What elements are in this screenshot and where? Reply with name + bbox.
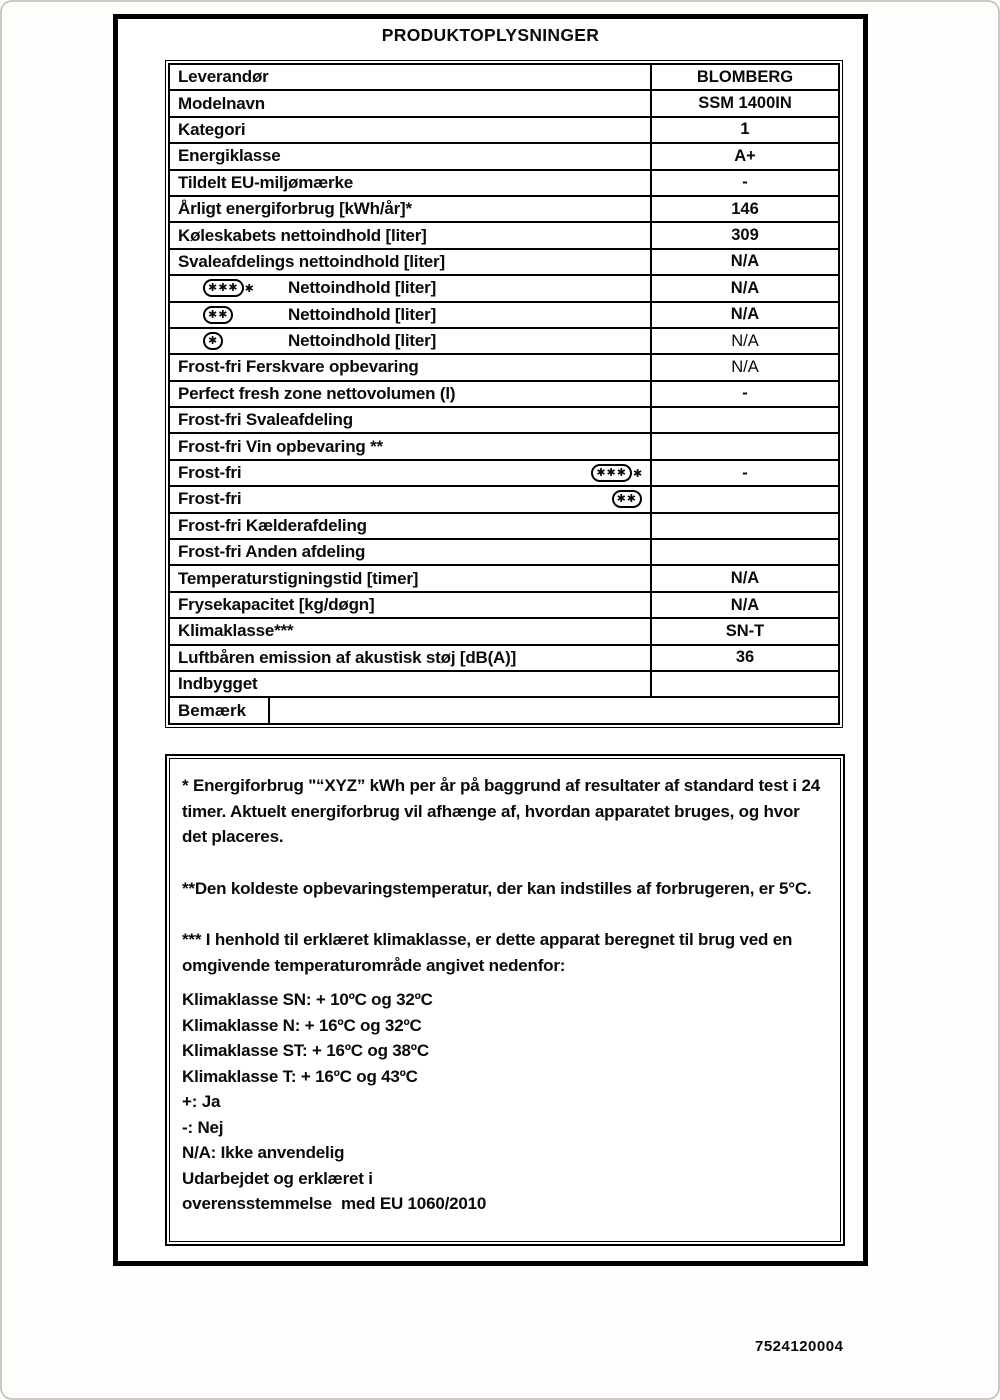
row-value: 36	[735, 648, 755, 667]
row-label: Nettoindhold [liter]	[288, 331, 437, 351]
row-value	[652, 540, 838, 564]
row-label: Klimaklasse***	[170, 619, 652, 643]
row-value: N/A	[730, 305, 760, 324]
row-label: Frost-fri Ferskvare opbevaring	[170, 355, 652, 379]
row-label: Frost-fri Svaleafdeling	[170, 408, 652, 432]
table-row-frostfri-vin	[170, 434, 838, 460]
row-label: Frost-fri Kælderafdeling	[170, 514, 652, 538]
row-value	[652, 487, 838, 511]
table-row-twostar-netto	[170, 303, 838, 329]
star-box: ✱✱	[612, 490, 642, 508]
row-label-cell	[170, 461, 652, 485]
table-row-eu-miljomaerke	[170, 171, 838, 197]
row-label: Perfect fresh zone nettovolumen (l)	[170, 382, 652, 406]
table-row-frostfri-twostar	[170, 487, 838, 513]
table-row-kategori	[170, 118, 838, 144]
table-row-koleskab-netto	[170, 223, 838, 249]
row-value: -	[742, 463, 748, 482]
table-row-onestar-netto	[170, 329, 838, 355]
row-empty-cell	[270, 698, 838, 722]
footnote-energy: * Energiforbrug "“XYZ” kWh per år på baggrund af resultater af standard test i 24 timer. Aktuelt energiforbrug vil afhænge af, hvordan apparatet bruges, og hvor det placeres.	[182, 776, 820, 846]
row-label-cell	[170, 329, 652, 353]
table-row-frysekapacitet	[170, 593, 838, 619]
declaration-line-1: Udarbejdet og erklæret i	[182, 1168, 373, 1188]
document-frame	[113, 14, 868, 1266]
row-label: Modelnavn	[170, 91, 652, 115]
star-box: ✱	[203, 332, 223, 350]
star-outside: ✱	[632, 467, 642, 480]
row-value	[652, 514, 838, 538]
table-row-temperaturstigning	[170, 566, 838, 592]
table-row-frostfri-ferskvare	[170, 355, 838, 381]
climate-class-n: Klimaklasse N: + 16ºC og 32ºC	[182, 1015, 422, 1035]
four-star-freezer-icon	[203, 279, 254, 297]
row-value: N/A	[730, 278, 760, 297]
row-label: Frost-fri	[178, 463, 242, 483]
row-value: BLOMBERG	[696, 67, 794, 86]
table-row-frostfri-anden	[170, 540, 838, 566]
table-row-frostfri-svaleafdeling	[170, 408, 838, 434]
row-value: A+	[734, 146, 756, 165]
row-value: SN-T	[725, 621, 765, 640]
row-value: N/A	[730, 595, 760, 614]
row-value: -	[742, 173, 748, 192]
climate-class-sn: Klimaklasse SN: + 10ºC og 32ºC	[182, 990, 433, 1009]
footnote-climate-class: *** I henhold til erklæret klimaklasse, er dette apparat beregnet til brug ved en omgivende temperaturområde angivet nedenfor:	[182, 930, 793, 975]
row-value	[652, 672, 838, 696]
row-label: Luftbåren emission af akustisk støj [dB(A)]	[170, 646, 652, 670]
document-code: 7524120004	[755, 1338, 844, 1355]
table-row-frostfri-kaelder	[170, 514, 838, 540]
icon-slot	[203, 279, 288, 297]
two-star-freezer-icon	[203, 306, 233, 324]
row-value: SSM 1400IN	[698, 94, 792, 113]
row-label: Bemærk	[170, 698, 270, 722]
table-row-svaleafdeling-netto	[170, 250, 838, 276]
row-label: Indbygget	[170, 672, 652, 696]
row-label: Nettoindhold [liter]	[288, 278, 437, 298]
row-label: Køleskabets nettoindhold [liter]	[170, 223, 652, 247]
one-star-freezer-icon	[203, 332, 223, 350]
star-box: ✱✱✱	[203, 279, 244, 297]
two-star-freezer-icon	[612, 490, 642, 508]
row-label: Kategori	[170, 118, 652, 142]
row-label: Frost-fri Anden afdeling	[170, 540, 652, 564]
legend-minus: -: Nej	[182, 1117, 224, 1137]
row-label: Tildelt EU-miljømærke	[170, 171, 652, 195]
footnotes-box-inner	[169, 758, 841, 1242]
table-row-indbygget	[170, 672, 838, 698]
table-row-stoj	[170, 646, 838, 672]
row-value	[652, 408, 838, 432]
climate-class-t: Klimaklasse T: + 16ºC og 43ºC	[182, 1066, 418, 1086]
row-value: N/A	[731, 357, 759, 376]
icon-slot	[612, 490, 642, 508]
row-label: Frost-fri	[178, 489, 242, 509]
row-label: Temperaturstigningstid [timer]	[170, 566, 652, 590]
table-row-frostfri-fourstar	[170, 461, 838, 487]
star-outside: ✱	[244, 282, 254, 295]
page-title: PRODUKTOPLYSNINGER	[381, 25, 600, 45]
row-label: Energiklasse	[170, 144, 652, 168]
table-row-energiforbrug	[170, 197, 838, 223]
table-row-leverandor	[170, 65, 838, 91]
table-row-perfect-fresh	[170, 382, 838, 408]
row-value: 146	[731, 199, 759, 218]
declaration-line-2: overensstemmelse med EU 1060/2010	[182, 1194, 487, 1213]
footnotes-box	[165, 754, 845, 1246]
star-box: ✱✱	[203, 306, 233, 324]
row-value: N/A	[731, 331, 759, 350]
table-row-modelnavn	[170, 91, 838, 117]
footnote-coldest-temp: **Den koldeste opbevaringstemperatur, der kan indstilles af forbrugeren, er 5°C.	[182, 878, 812, 898]
climate-class-st: Klimaklasse ST: + 16ºC og 38ºC	[182, 1041, 429, 1060]
row-value: N/A	[730, 569, 760, 588]
legend-plus: +: Ja	[182, 1092, 221, 1111]
legend-na: N/A: Ikke anvendelig	[182, 1143, 345, 1162]
table-row-energiklasse	[170, 144, 838, 170]
icon-slot	[203, 306, 288, 324]
star-box: ✱✱✱	[591, 464, 632, 482]
product-info-table-inner	[168, 63, 840, 725]
row-value: 1	[740, 120, 750, 139]
row-value	[652, 434, 838, 458]
product-info-table	[165, 60, 843, 728]
row-value: 309	[731, 226, 759, 245]
icon-slot	[203, 332, 288, 350]
icon-slot	[591, 464, 642, 482]
table-row-klimaklasse	[170, 619, 838, 645]
four-star-freezer-icon	[591, 464, 642, 482]
row-value: -	[742, 384, 748, 403]
table-row-bemaerk	[170, 698, 838, 722]
row-label-cell	[170, 276, 652, 300]
row-label: Frost-fri Vin opbevaring **	[170, 434, 652, 458]
row-label: Nettoindhold [liter]	[288, 304, 437, 324]
row-value: N/A	[730, 252, 760, 271]
row-label: Frysekapacitet [kg/døgn]	[170, 593, 652, 617]
row-label-cell	[170, 487, 652, 511]
row-label: Årligt energiforbrug [kWh/år]*	[170, 197, 652, 221]
row-label: Leverandør	[170, 65, 652, 89]
row-label-cell	[170, 303, 652, 327]
table-row-fourstar-netto	[170, 276, 838, 302]
row-label: Svaleafdelings nettoindhold [liter]	[170, 250, 652, 274]
